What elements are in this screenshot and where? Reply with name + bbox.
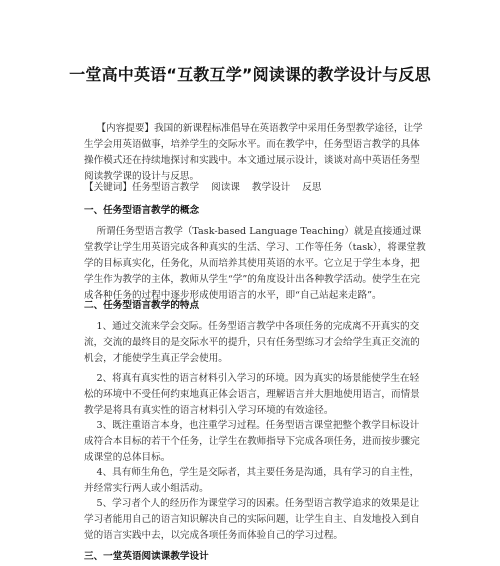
feature-paragraph-2: 2、将真有真实性的语言材料引入学习的环境。因为真实的场景能使学生在轻松的环境中不受任何约束地真正体会语言，理解语言并大胆地使用语言，而情景教学是将具有真实性的语言材料引入学习环境的有效途径。 xyxy=(84,373,420,416)
abstract-paragraph: 【内容提要】我国的新课程标准倡导在英语教学中采用任务型教学途径，让学生学会用英语做事，培养学生的交际水平。而在教学中，任务型语言教学的具体操作模式还在持续地探讨和实践中。本文通过展示设计，谈谈对高中英语任务型阅读教学课的设计与反思。 xyxy=(84,123,423,182)
section-heading-3: 三、一堂英语阅读课教学设计 xyxy=(84,551,209,562)
keyword-item: 反思 xyxy=(302,182,322,193)
section-heading-1: 一、任务型语言教学的概念 xyxy=(84,205,200,216)
keywords-line xyxy=(84,180,426,196)
section-heading-2: 二、任务型语言教学的特点 xyxy=(84,300,200,311)
section-1-paragraph: 所谓任务型语言教学（Task-based Language Teaching）就是直接通过课堂教学让学生用英语完成各种真实的生活、学习、工作等任务（task），将课堂教学的目标真实化，任务化，从而培养其使用英语的水平。它立足于学生本身，把学生作为教学的主体，教师从学生“学”的角度设计出各种教学活动。使学生在完成各种任务的过程中逐步形成使用语言的水平，即“自己站起来走路”。 xyxy=(84,226,426,301)
feature-paragraph-4: 4、具有师生角色，学生是交际者，其主要任务是沟通，具有学习的自主性，并经常实行两人或小组活动。 xyxy=(84,467,420,494)
keywords-prefix: 【关键词】任务型语言教学 xyxy=(84,182,200,193)
document-title: 一堂高中英语“互教互学”阅读课的教学设计与反思 xyxy=(69,65,431,84)
feature-paragraph-1: 1、通过交流来学会交际。任务型语言教学中各项任务的完成离不开真实的交流，交流的最终目的是交际水平的提升，只有任务型练习才会给学生真正交流的机会，才能使学生真正学会使用。 xyxy=(84,321,420,364)
feature-paragraph-3: 3、既注重语言本身，也注重学习过程。任务型语言课堂把整个教学目标设计成符合本目标的若干个任务，让学生在教师指导下完成各项任务，进而按步骤完成课堂的总体目标。 xyxy=(84,420,420,463)
feature-paragraph-5: 5、学习者个人的经历作为课堂学习的因素。任务型语言教学追求的效果是让学习者能用自己的语言知识解决自己的实际问题，让学生自主、自发地投入到自觉的语言实践中去，以完成各项任务而体验自己的学习过程。 xyxy=(84,498,420,541)
keyword-item: 阅读课 xyxy=(211,182,240,193)
keyword-item: 教学设计 xyxy=(251,182,291,193)
